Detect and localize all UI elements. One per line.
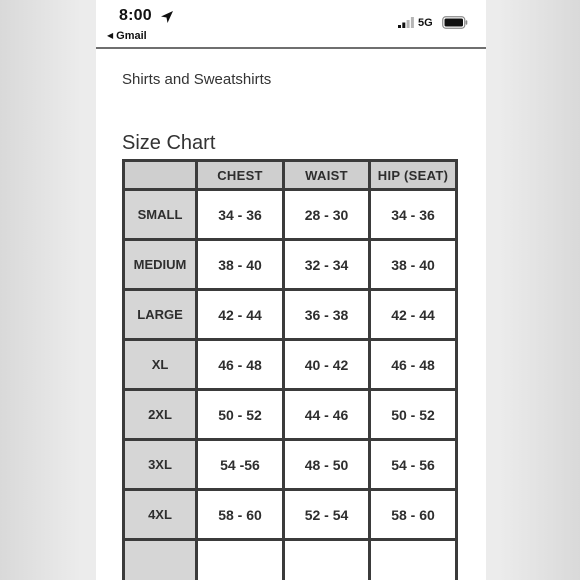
hip-value-empty (370, 540, 457, 580)
hip-value: 46 - 48 (370, 340, 457, 390)
waist-value: 52 - 54 (284, 490, 370, 540)
table-row-cutoff (124, 540, 457, 580)
hip-value: 34 - 36 (370, 190, 457, 240)
chest-value: 34 - 36 (197, 190, 284, 240)
table-corner-cell (124, 161, 197, 190)
hip-value: 58 - 60 (370, 490, 457, 540)
battery-icon (442, 16, 468, 29)
chest-value-empty (197, 540, 284, 580)
table-row (124, 390, 457, 440)
chest-value: 42 - 44 (197, 290, 284, 340)
waist-value: 48 - 50 (284, 440, 370, 490)
waist-value: 40 - 42 (284, 340, 370, 390)
hip-value: 38 - 40 (370, 240, 457, 290)
location-arrow-icon (160, 10, 174, 24)
waist-value: 36 - 38 (284, 290, 370, 340)
back-to-app-button[interactable] (107, 30, 147, 42)
table-row (124, 190, 457, 240)
size-label: LARGE (124, 290, 197, 340)
chest-value: 38 - 40 (197, 240, 284, 290)
section-title: Shirts and Sweatshirts (122, 71, 272, 88)
status-time: 8:00 (119, 7, 152, 24)
table-header-row (124, 161, 457, 190)
header-divider (96, 47, 486, 49)
chest-value: 54 -56 (197, 440, 284, 490)
waist-value: 32 - 34 (284, 240, 370, 290)
column-header-hip: HIP (SEAT) (370, 161, 457, 190)
table-row (124, 490, 457, 540)
waist-value: 28 - 30 (284, 190, 370, 240)
table-row (124, 290, 457, 340)
hip-value: 42 - 44 (370, 290, 457, 340)
waist-value-empty (284, 540, 370, 580)
back-app-label: Gmail (116, 30, 147, 42)
phone-screen (96, 0, 486, 580)
chest-value: 50 - 52 (197, 390, 284, 440)
status-bar (96, 0, 486, 48)
table-row (124, 340, 457, 390)
chart-title: Size Chart (122, 132, 216, 154)
size-label: MEDIUM (124, 240, 197, 290)
size-label: 3XL (124, 440, 197, 490)
size-label: SMALL (124, 190, 197, 240)
table-row (124, 240, 457, 290)
size-label: 4XL (124, 490, 197, 540)
network-indicator: 5G (418, 17, 433, 29)
table-row (124, 440, 457, 490)
size-label: 2XL (124, 390, 197, 440)
size-label-empty (124, 540, 197, 580)
back-triangle-icon: ◀ (107, 31, 114, 40)
signal-icon (398, 17, 414, 28)
hip-value: 50 - 52 (370, 390, 457, 440)
size-label: XL (124, 340, 197, 390)
column-header-waist: WAIST (284, 161, 370, 190)
waist-value: 44 - 46 (284, 390, 370, 440)
hip-value: 54 - 56 (370, 440, 457, 490)
chest-value: 58 - 60 (197, 490, 284, 540)
column-header-chest: CHEST (197, 161, 284, 190)
chest-value: 46 - 48 (197, 340, 284, 390)
size-chart-table (122, 159, 458, 580)
